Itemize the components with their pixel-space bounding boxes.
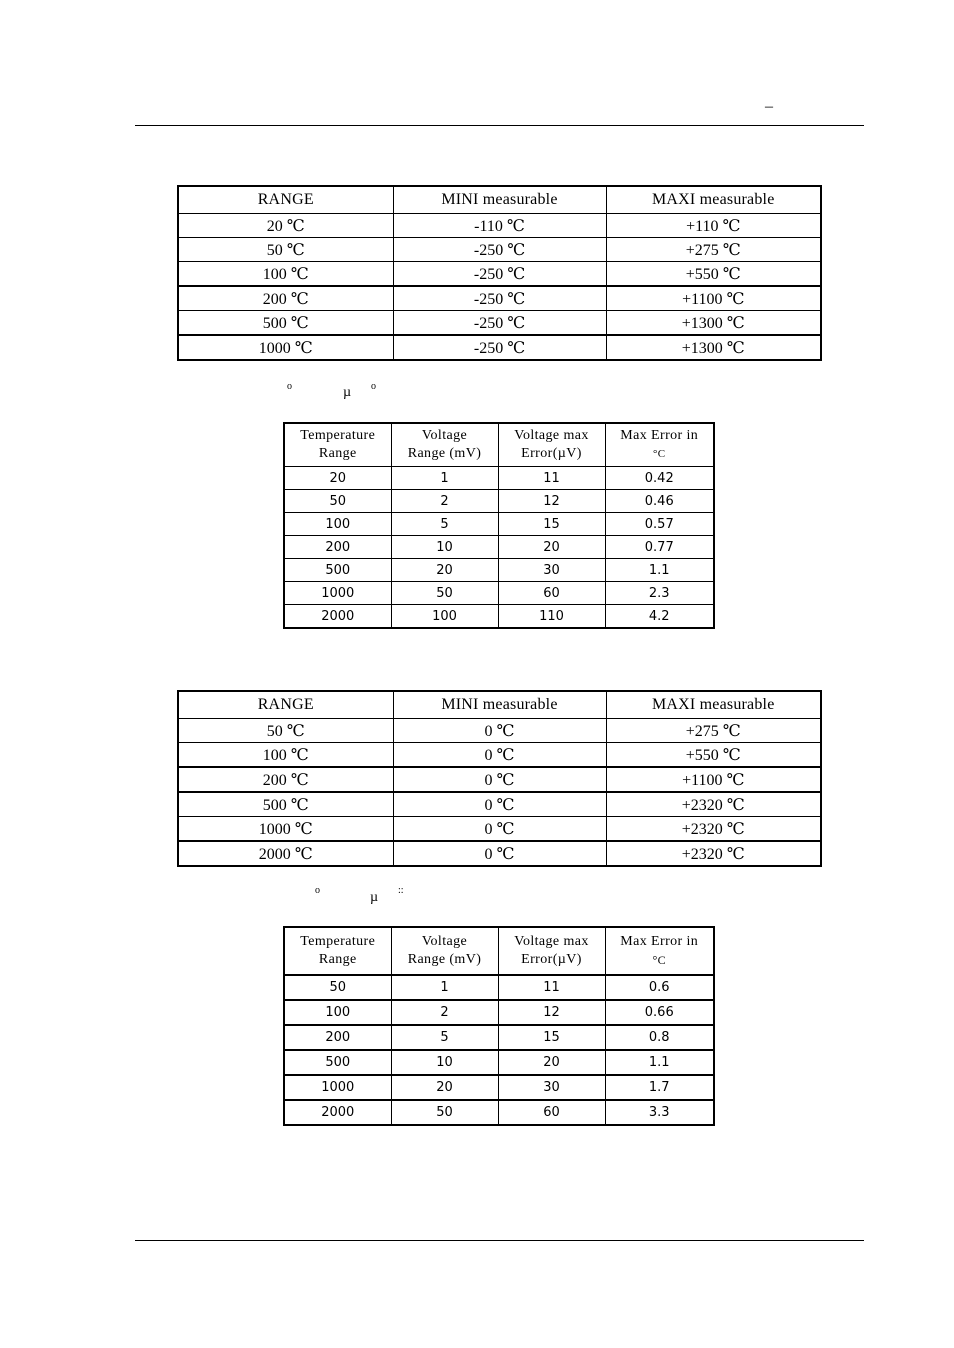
table-cell: 100 ℃	[178, 262, 393, 287]
table-cell: 20	[391, 559, 498, 582]
column-header: RANGE	[178, 186, 393, 214]
column-header: MAXI measurable	[606, 186, 821, 214]
table-cell: 0 ℃	[393, 719, 606, 743]
table-row	[284, 513, 714, 536]
table-cell: -250 ℃	[393, 286, 606, 311]
table-row	[178, 817, 821, 842]
caption-degree-symbol: o	[371, 381, 376, 392]
table-cell: 0 ℃	[393, 841, 606, 866]
table-cell: -250 ℃	[393, 238, 606, 262]
table-cell: 0.77	[605, 536, 714, 559]
table-cell: 20	[284, 467, 391, 490]
table-cell: +2320 ℃	[606, 792, 821, 817]
table-row	[284, 1100, 714, 1125]
table-cell: 2000 ℃	[178, 841, 393, 866]
table-cell: 1	[391, 975, 498, 1000]
table-cell: 500	[284, 559, 391, 582]
table-cell: 0.6	[605, 975, 714, 1000]
column-header: RANGE	[178, 691, 393, 719]
column-header: MAXI measurable	[606, 691, 821, 719]
table-cell: 12	[498, 1000, 605, 1025]
table-cell: 1000 ℃	[178, 817, 393, 842]
table-cell: 15	[498, 513, 605, 536]
table-cell: -250 ℃	[393, 262, 606, 287]
table-row	[178, 767, 821, 792]
table-row	[178, 719, 821, 743]
column-header: Max Error in °C	[605, 423, 714, 467]
table-cell: 1000 ℃	[178, 335, 393, 360]
caption-mu-symbol: µ	[343, 385, 352, 400]
table-cell: 20	[498, 1050, 605, 1075]
table-row	[178, 214, 821, 238]
table-row	[284, 467, 714, 490]
table-row	[284, 1000, 714, 1025]
table-cell: +550 ℃	[606, 262, 821, 287]
column-header: Max Error in °C	[605, 927, 714, 975]
table-cell: 60	[498, 582, 605, 605]
table-cell: 2000	[284, 605, 391, 629]
table-cell: 20 ℃	[178, 214, 393, 238]
table-row	[178, 335, 821, 360]
table-row	[284, 1025, 714, 1050]
table-cell: 0.46	[605, 490, 714, 513]
table-cell: 0 ℃	[393, 817, 606, 842]
table-cell: 60	[498, 1100, 605, 1125]
table-cell: 20	[391, 1075, 498, 1100]
table-cell: 0 ℃	[393, 743, 606, 768]
table-cell: 2	[391, 490, 498, 513]
table-cell: +1100 ℃	[606, 286, 821, 311]
table-cell: -110 ℃	[393, 214, 606, 238]
column-header: Voltage Range (mV)	[391, 423, 498, 467]
table-cell: +2320 ℃	[606, 817, 821, 842]
table-cell: 200 ℃	[178, 286, 393, 311]
table-header-row	[178, 691, 821, 719]
table-cell: 3.3	[605, 1100, 714, 1125]
table-header-row	[284, 423, 714, 467]
table-cell: 11	[498, 975, 605, 1000]
table-cell: +275 ℃	[606, 238, 821, 262]
header-mark: –	[765, 98, 773, 115]
table-cell: 11	[498, 467, 605, 490]
table-cell: 50	[391, 1100, 498, 1125]
table-cell: 500 ℃	[178, 792, 393, 817]
table-cell: 1000	[284, 582, 391, 605]
table-row	[284, 490, 714, 513]
table-cell: 15	[498, 1025, 605, 1050]
table-row	[284, 559, 714, 582]
table-cell: +550 ℃	[606, 743, 821, 768]
table-cell: 200	[284, 536, 391, 559]
table-cell: 100	[391, 605, 498, 629]
column-header: MINI measurable	[393, 186, 606, 214]
table-row	[178, 238, 821, 262]
table-cell: 0 ℃	[393, 767, 606, 792]
table-cell: 2	[391, 1000, 498, 1025]
table-cell: 1	[391, 467, 498, 490]
table-cell: 4.2	[605, 605, 714, 629]
table-cell: 2.3	[605, 582, 714, 605]
table-cell: 500 ℃	[178, 311, 393, 336]
table-cell: 20	[498, 536, 605, 559]
table-cell: 50	[284, 975, 391, 1000]
table-cell: 5	[391, 1025, 498, 1050]
table-row	[284, 1050, 714, 1075]
table-cell: 5	[391, 513, 498, 536]
table-row	[178, 262, 821, 287]
table-cell: 100	[284, 513, 391, 536]
table-cell: 1.1	[605, 559, 714, 582]
table-header-row	[178, 186, 821, 214]
table-cell: 0 ℃	[393, 792, 606, 817]
table-cell: 0.66	[605, 1000, 714, 1025]
footer-rule	[135, 1240, 864, 1241]
table-cell: +275 ℃	[606, 719, 821, 743]
column-header: Voltage Range (mV)	[391, 927, 498, 975]
table-row	[284, 605, 714, 629]
column-header: MINI measurable	[393, 691, 606, 719]
table-cell: 1.1	[605, 1050, 714, 1075]
table-cell: -250 ℃	[393, 335, 606, 360]
column-header: Voltage max Error(µV)	[498, 423, 605, 467]
table-header-row	[284, 927, 714, 975]
table-cell: 100 ℃	[178, 743, 393, 768]
table-cell: 50 ℃	[178, 719, 393, 743]
table-cell: 0.57	[605, 513, 714, 536]
caption-degree-symbol: o	[287, 381, 292, 392]
column-header: Temperature Range	[284, 423, 391, 467]
table-cell: 200 ℃	[178, 767, 393, 792]
table-cell: 50	[391, 582, 498, 605]
table-cell: 200	[284, 1025, 391, 1050]
table-row	[178, 311, 821, 336]
table-row	[284, 536, 714, 559]
table-cell: 110	[498, 605, 605, 629]
range-table-1	[177, 185, 822, 361]
caption-mu-symbol: µ	[370, 890, 379, 905]
accuracy-table-2	[283, 926, 715, 1126]
table-cell: 30	[498, 559, 605, 582]
column-header: Voltage max Error(µV)	[498, 927, 605, 975]
table-row	[178, 792, 821, 817]
table-cell: +110 ℃	[606, 214, 821, 238]
table-row	[284, 1075, 714, 1100]
table-cell: 1000	[284, 1075, 391, 1100]
table-row	[178, 743, 821, 768]
table-cell: 10	[391, 1050, 498, 1075]
table-cell: +1100 ℃	[606, 767, 821, 792]
caption-degree-symbol: o	[315, 885, 320, 896]
table-row	[284, 975, 714, 1000]
table-cell: 50	[284, 490, 391, 513]
table-cell: 30	[498, 1075, 605, 1100]
table-row	[284, 582, 714, 605]
table-row	[178, 286, 821, 311]
table-cell: 10	[391, 536, 498, 559]
table-row	[178, 841, 821, 866]
table-cell: 2000	[284, 1100, 391, 1125]
table-cell: 500	[284, 1050, 391, 1075]
table-cell: 0.8	[605, 1025, 714, 1050]
table-cell: +2320 ℃	[606, 841, 821, 866]
table-cell: -250 ℃	[393, 311, 606, 336]
accuracy-table-1	[283, 422, 715, 629]
table-cell: 12	[498, 490, 605, 513]
table-cell: 0.42	[605, 467, 714, 490]
header-rule	[135, 125, 864, 126]
table-cell: 1.7	[605, 1075, 714, 1100]
column-header: Temperature Range	[284, 927, 391, 975]
table-cell: 100	[284, 1000, 391, 1025]
table-cell: 50 ℃	[178, 238, 393, 262]
table-cell: +1300 ℃	[606, 311, 821, 336]
table-cell: +1300 ℃	[606, 335, 821, 360]
range-table-2	[177, 690, 822, 867]
caption-colon-symbol: ::	[398, 885, 404, 896]
